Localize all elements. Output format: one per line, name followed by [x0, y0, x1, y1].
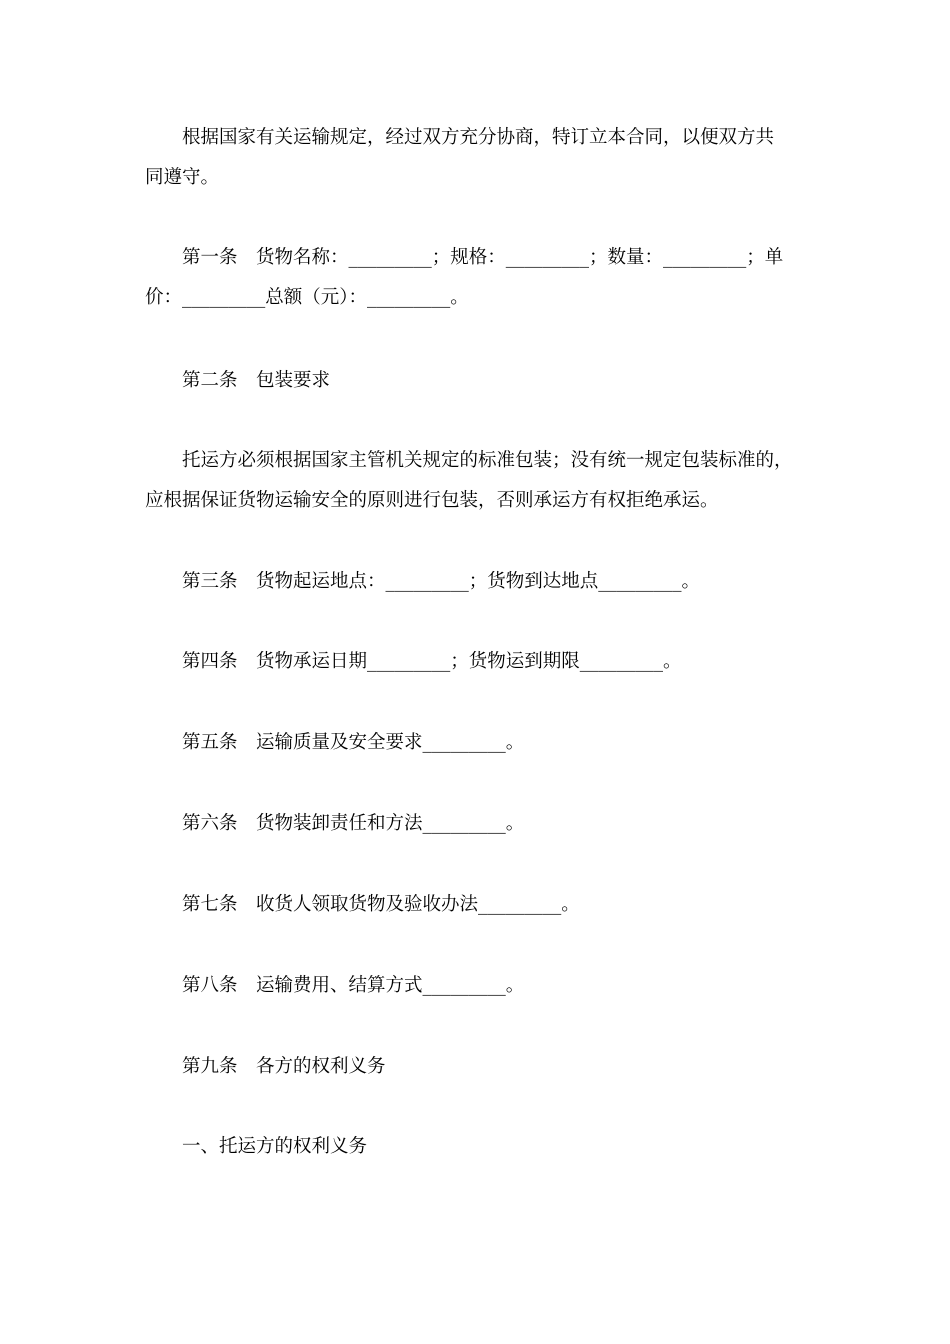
article-8-text: 第八条 运输费用、结算方式_________。 [182, 975, 525, 996]
section-1-text: 一、托运方的权利义务 [182, 1136, 368, 1157]
article-6-text: 第六条 货物装卸责任和方法_________。 [182, 813, 525, 834]
packaging-paragraph [145, 441, 810, 521]
article-8-paragraph [145, 966, 810, 1006]
packaging-line-1: 托运方必须根据国家主管机关规定的标准包装；没有统一规定包装标准的， [182, 450, 793, 471]
article-5-paragraph [145, 723, 810, 763]
article-3-text: 第三条 货物起运地点：_________；货物到达地点_________。 [182, 571, 701, 592]
article-2-text: 第二条 包装要求 [182, 370, 331, 391]
packaging-line-2: 应根据保证货物运输安全的原则进行包装，否则承运方有权拒绝承运。 [145, 490, 719, 511]
article-2-heading [145, 361, 810, 401]
intro-line-2: 同遵守。 [145, 167, 220, 188]
section-1-heading [145, 1127, 810, 1167]
article-4-text: 第四条 货物承运日期_________；货物运到期限_________。 [182, 651, 682, 672]
article-1-line-1: 第一条 货物名称：_________；规格：_________；数量：_________；单 [182, 247, 784, 268]
article-9-text: 第九条 各方的权利义务 [182, 1056, 386, 1077]
article-6-paragraph [145, 804, 810, 844]
article-1-paragraph [145, 238, 810, 318]
article-7-text: 第七条 收货人领取货物及验收办法_________。 [182, 894, 580, 915]
article-4-paragraph [145, 642, 810, 682]
article-1-line-2: 价：_________总额（元）：_________。 [145, 287, 469, 308]
article-7-paragraph [145, 885, 810, 925]
intro-line-1: 根据国家有关运输规定，经过双方充分协商，特订立本合同，以便双方共 [182, 127, 775, 148]
intro-paragraph [145, 118, 810, 198]
article-5-text: 第五条 运输质量及安全要求_________。 [182, 732, 525, 753]
article-9-heading [145, 1047, 810, 1087]
article-3-paragraph [145, 562, 810, 602]
